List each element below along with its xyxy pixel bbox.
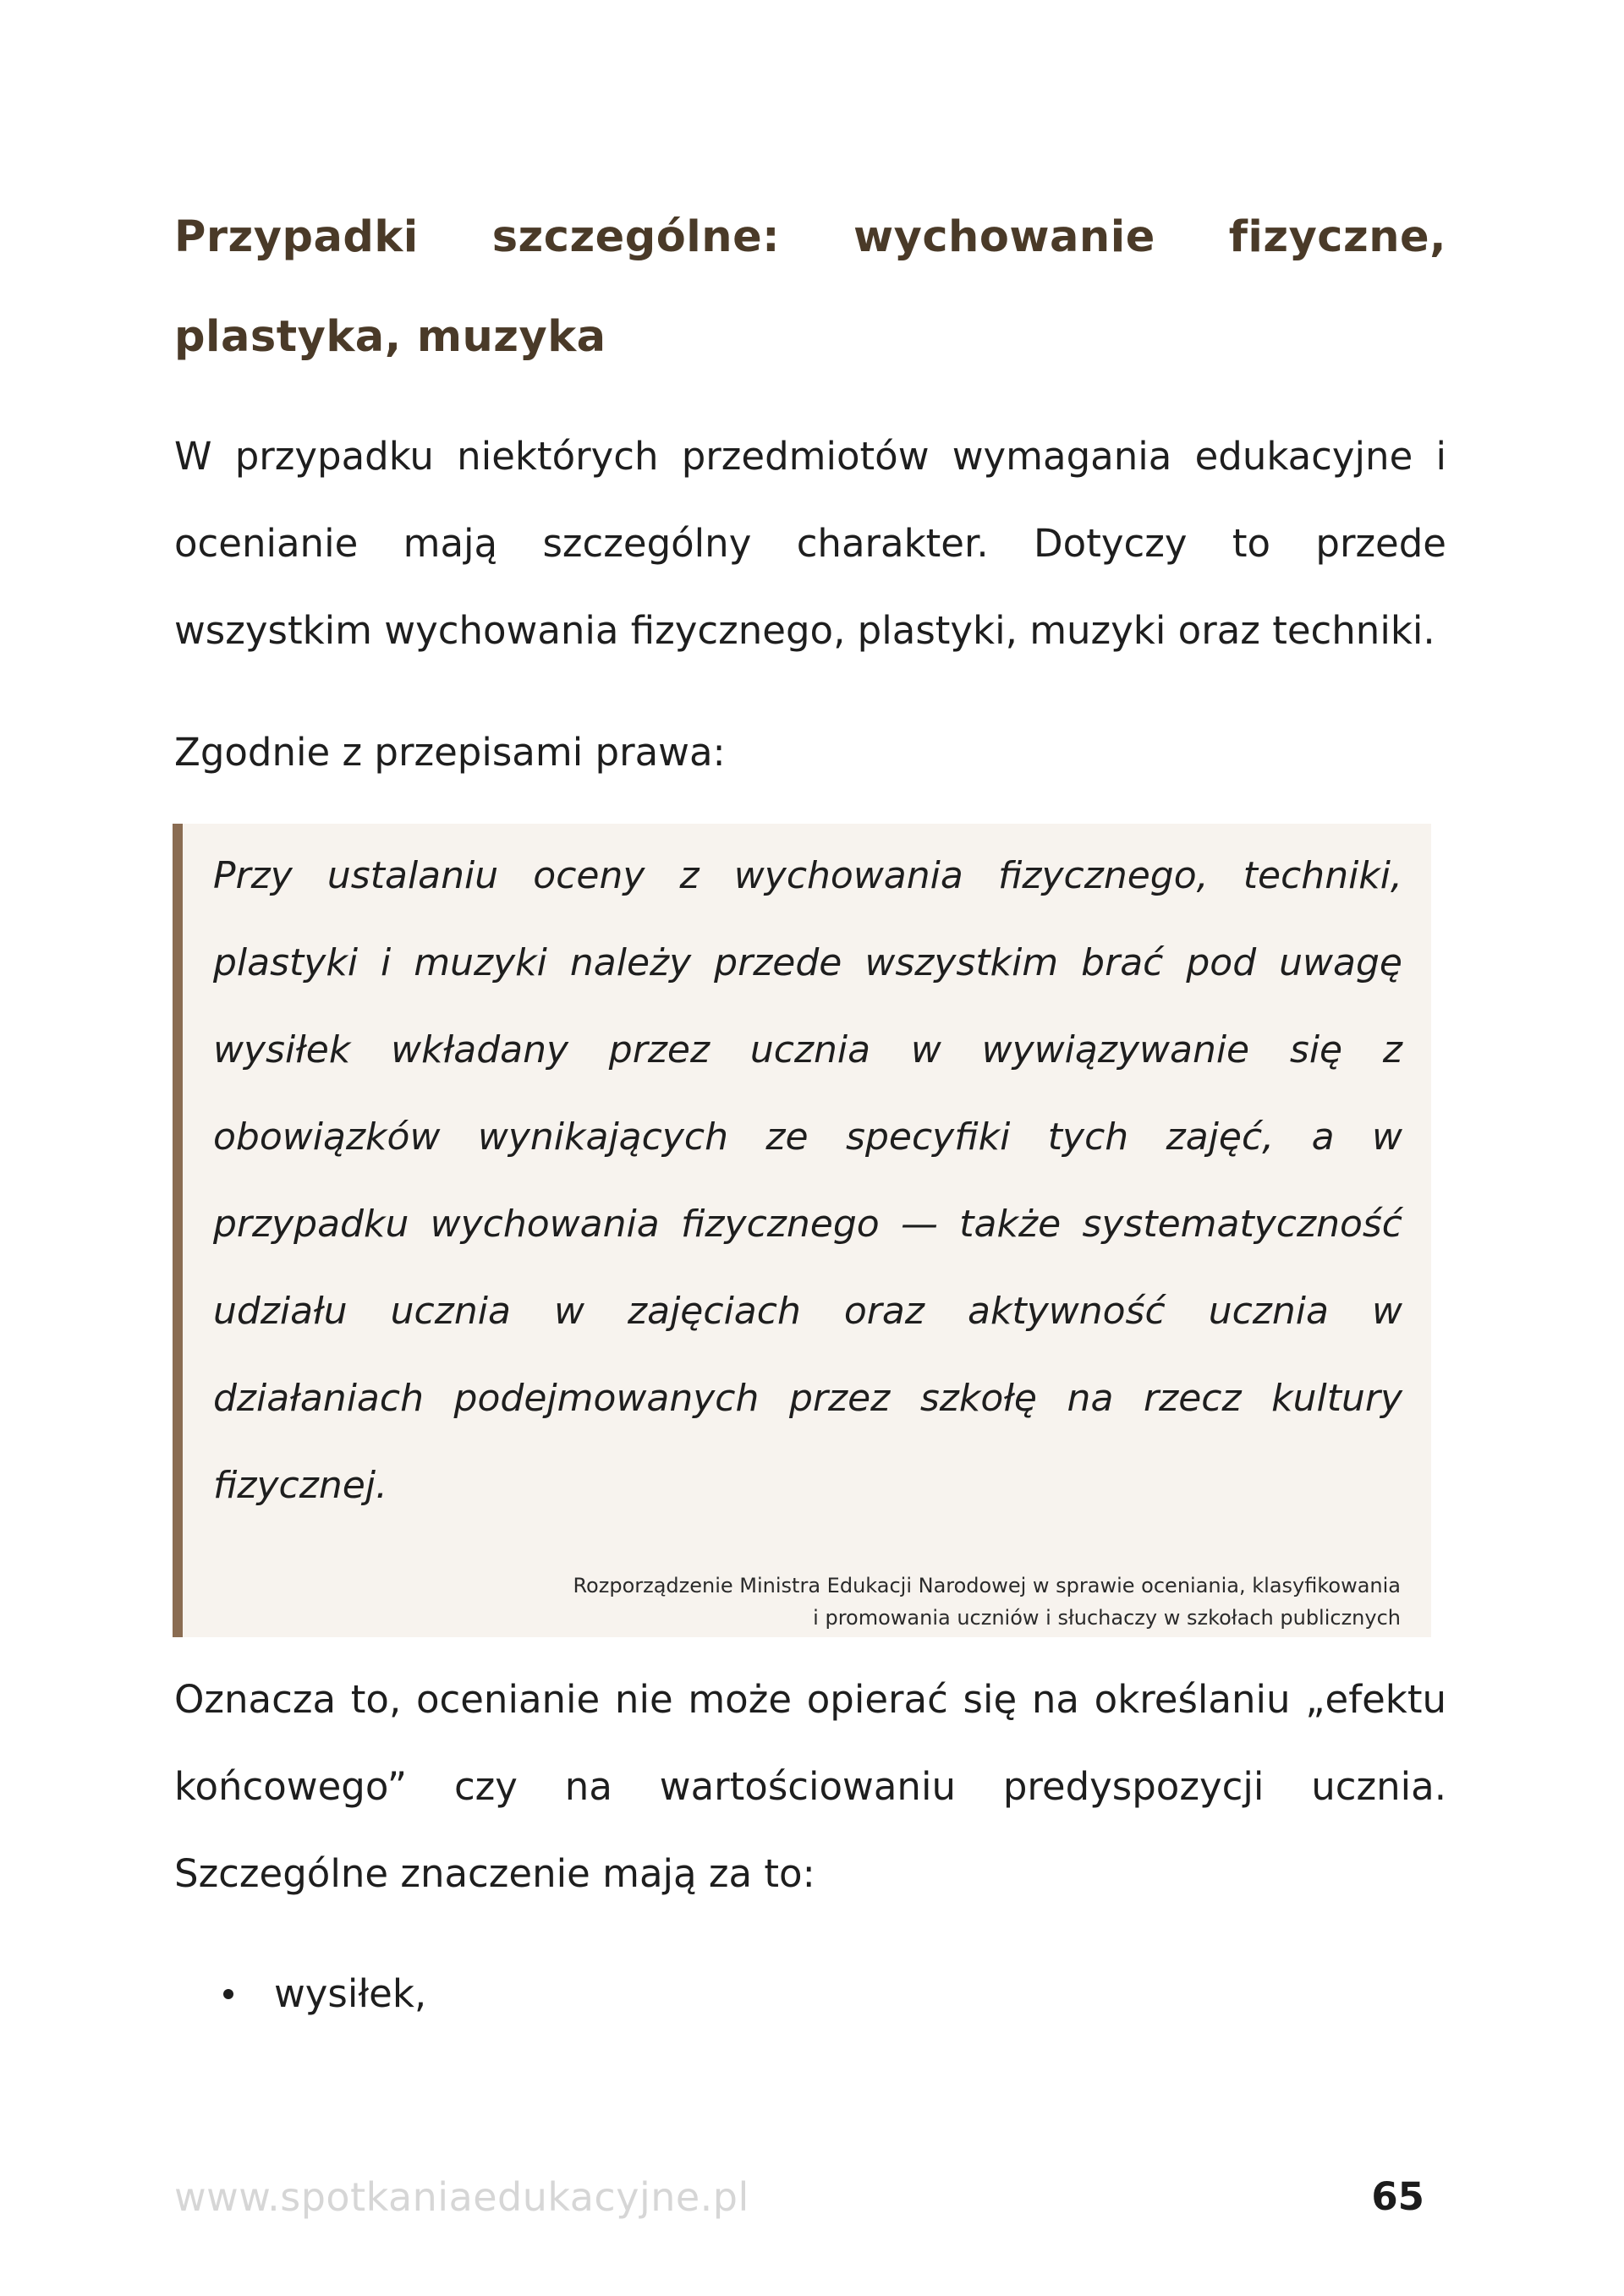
quote-source-line-1: Rozporządzenie Ministra Edukacji Narodowej w sprawie oceniania, klasyfikowania bbox=[573, 1574, 1401, 1597]
quote-text: Przy ustalaniu oceny z wychowania fizycznego, techniki, plastyki i muzyki należy przede wszystkim brać pod uwagę wysiłek wkładany przez ucznia w wywiązywanie się z obowiązków wynikających ze specyfiki tych zajęć, a w przypadku wychowania fizycznego — także systematyczność udziału ucznia w zajęciach oraz aktywność ucznia w działaniach podejmowanych przez szkołę na rzecz kultury fizycznej. bbox=[213, 854, 1402, 1507]
footer-website-url[interactable]: www.spotkaniaedukacyjne.pl bbox=[174, 2174, 749, 2220]
list-item-text: wysiłek, bbox=[274, 1971, 427, 2016]
page-number: 65 bbox=[1371, 2174, 1424, 2219]
bullet-dot-icon bbox=[223, 1989, 233, 1999]
criteria-list bbox=[174, 1950, 426, 2037]
list-item bbox=[174, 1950, 426, 2037]
section-heading: Przypadki szczególne: wychowanie fizyczne, plastyka, muzyka bbox=[174, 212, 1446, 362]
quote-source bbox=[470, 1570, 1401, 1634]
quote-source-line-2: i promowania uczniów i słuchaczy w szkołach publicznych bbox=[813, 1606, 1401, 1630]
intro-paragraph: W przypadku niektórych przedmiotów wymagania edukacyjne i ocenianie mają szczególny charakter. Dotyczy to przede wszystkim wychowania fizycznego, plastyki, muzyki oraz techniki. bbox=[174, 434, 1446, 653]
conclusion-paragraph: Oznacza to, ocenianie nie może opierać się na określaniu „efektu końcowego” czy na wartościowaniu predyspozycji ucznia. Szczególne znaczenie mają za to: bbox=[174, 1677, 1446, 1896]
lead-paragraph: Zgodnie z przepisami prawa: bbox=[174, 730, 726, 775]
legal-quote-block bbox=[173, 824, 1431, 1637]
